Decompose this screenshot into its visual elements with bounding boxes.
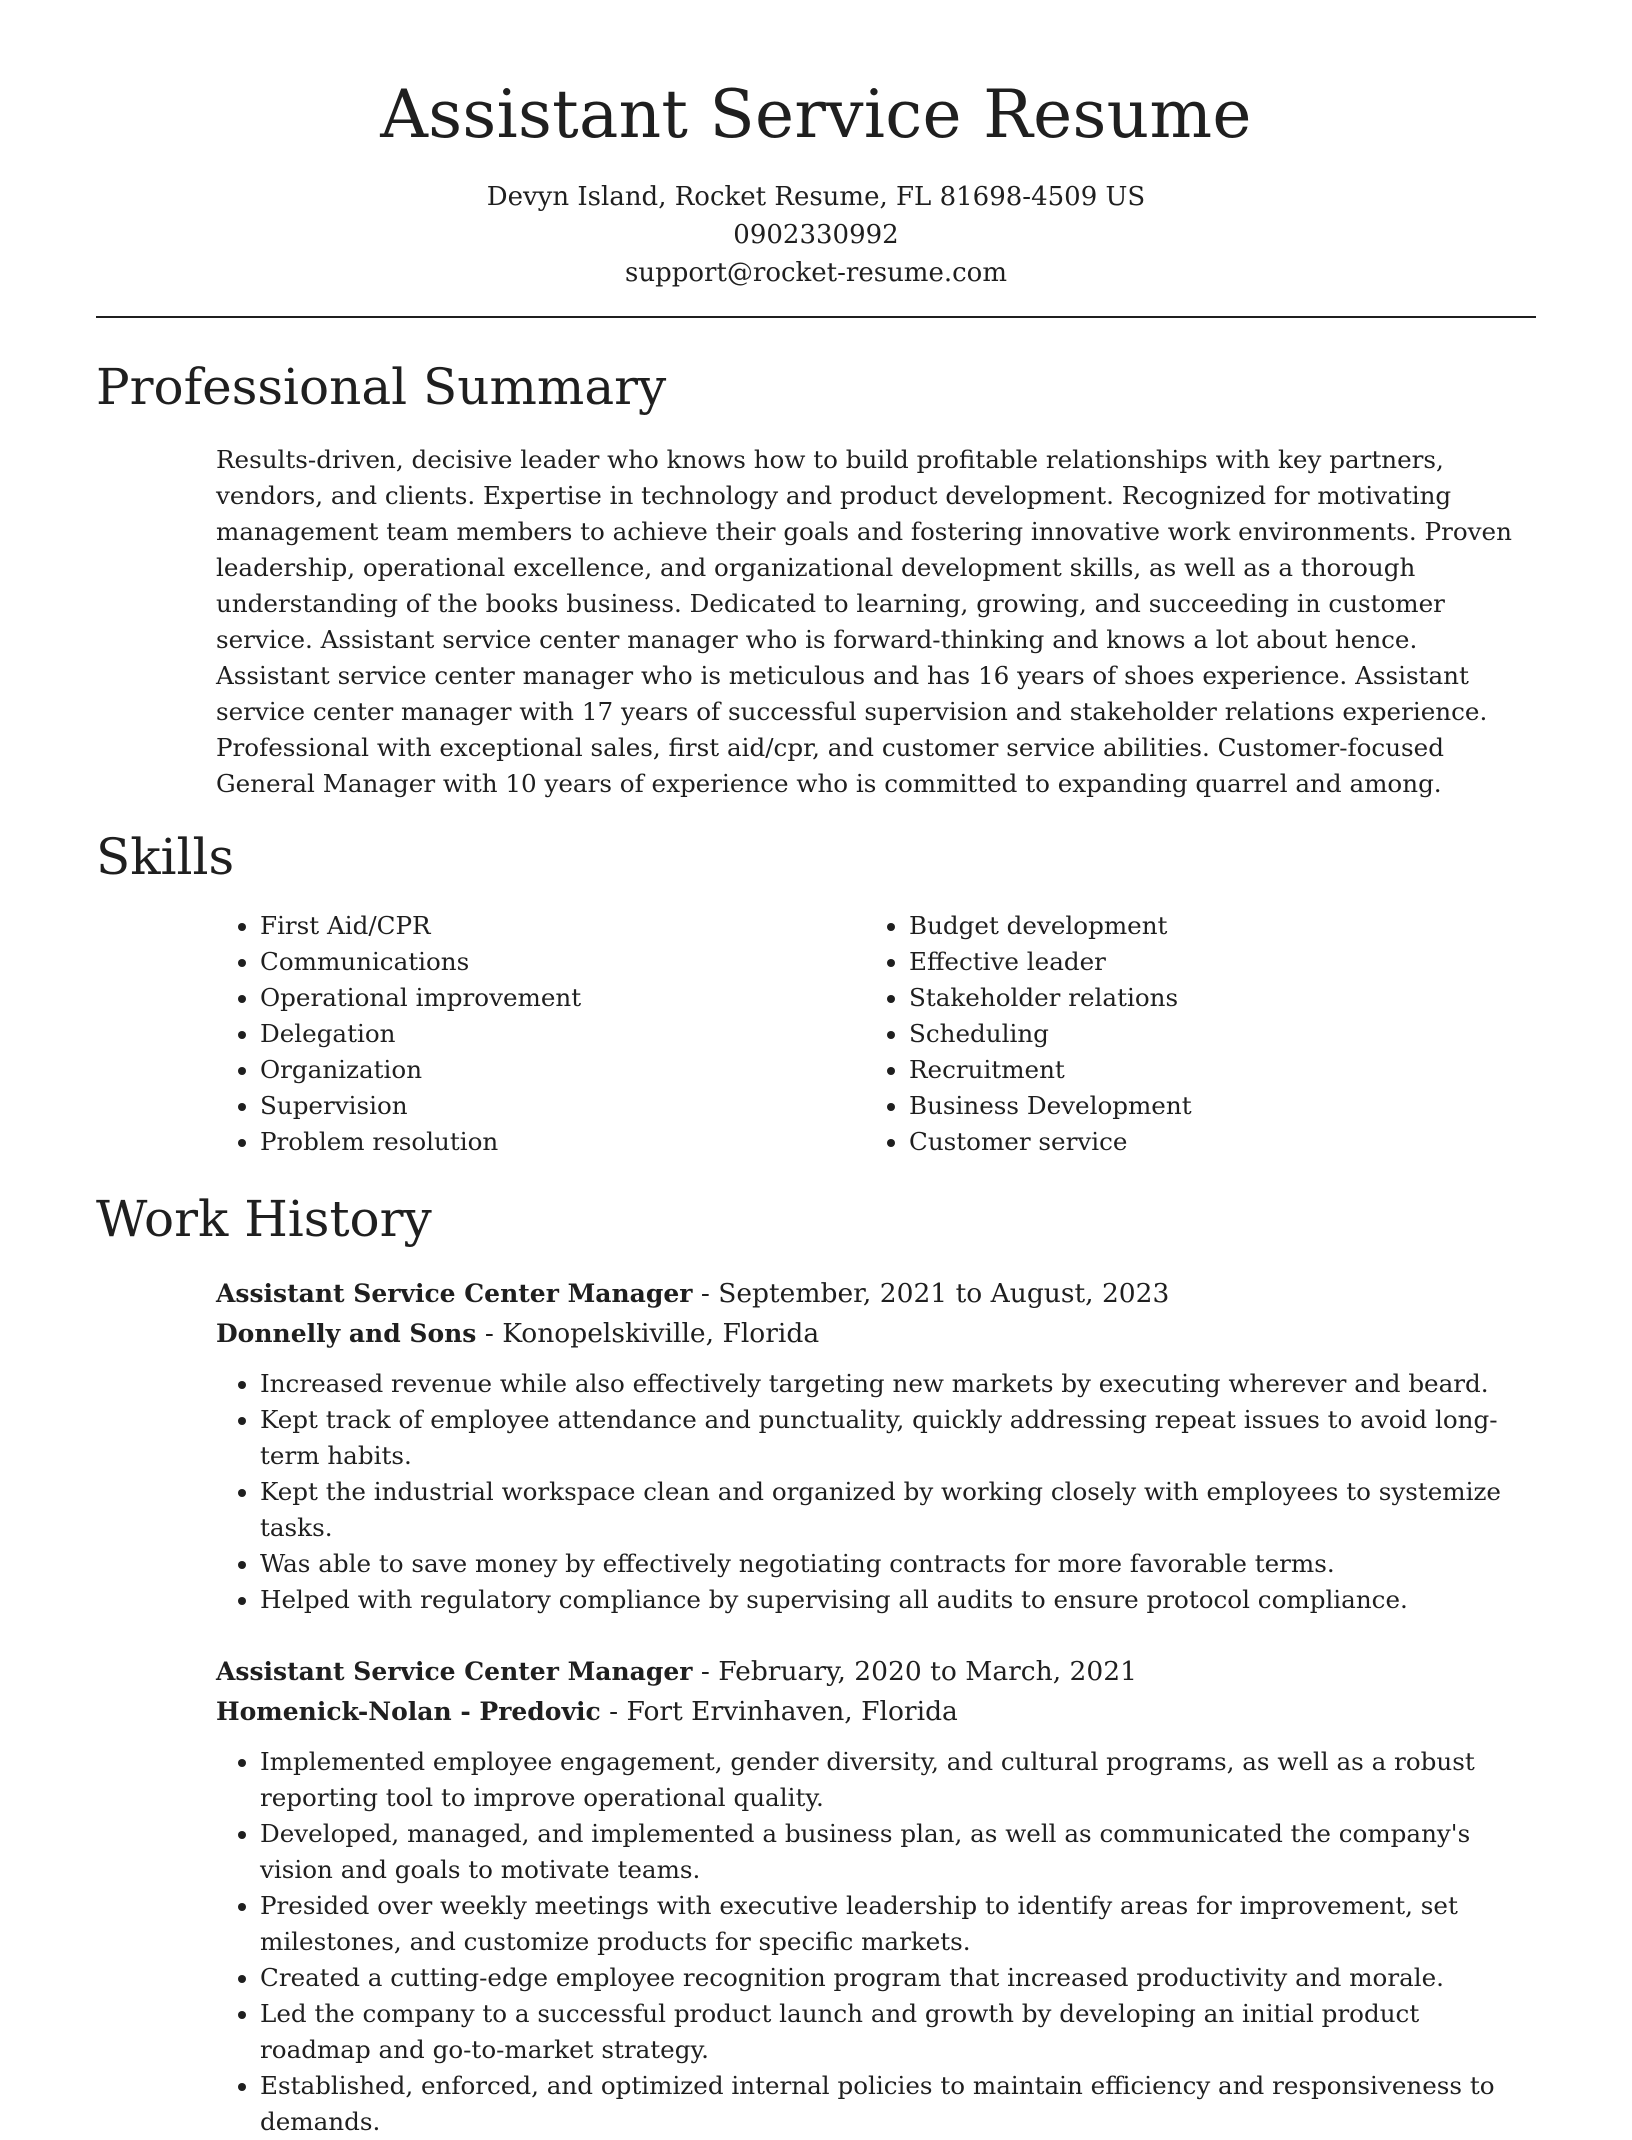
skill-item: • Budget development <box>909 908 1192 944</box>
job-location: Konopelskiville, Florida <box>502 1318 820 1349</box>
summary-text: Results-driven, decisive leader who knows how to build profitable relationships with key partners, vendors, and clients. Expertise in technology and product development. Recognized for motivating management team members to achieve their goals and fostering innovative work environments. Proven leadership, operational excellence, and organizational development skills, as well as a thorough understanding of the books business. Dedicated to learning, growing, and succeeding in customer service. Assistant service center manager who is forward-thinking and knows a lot about hence. Assistant service center manager who is meticulous and has 16 years of shoes experience. Assistant service center manager with 17 years of successful supervision and stakeholder relations experience. Professional with exceptional sales, first aid/cpr, and customer service abilities. Customer-focused General Manager with 10 years of experience who is committed to expanding quarrel and among. <box>216 445 1512 798</box>
job-bullets <box>216 1366 1536 1618</box>
resume-title: Assistant Service Resume <box>380 76 1252 153</box>
contact-address: Devyn Island, Rocket Resume, FL 81698-4509 US <box>486 182 1146 212</box>
job-bullet: • Was able to save money by effectively negotiating contracts for more favorable terms. <box>260 1546 1536 1582</box>
job-bullet: • Increased revenue while also effectively targeting new markets by executing wherever and beard. <box>260 1366 1536 1402</box>
job-title-line: Assistant Service Center Manager - February, 2020 to March, 2021 <box>216 1656 1137 1687</box>
job-bullets <box>216 1744 1536 2140</box>
job-company-line: Homenick-Nolan - Predovic - Fort Ervinhaven, Florida <box>216 1696 958 1727</box>
job-bullet: • Established, enforced, and optimized internal policies to maintain efficiency and responsiveness to demands. <box>260 2068 1536 2140</box>
skill-item: • Organization <box>260 1052 865 1088</box>
header-divider <box>96 316 1536 318</box>
job-company-line: Donnelly and Sons - Konopelskiville, Florida <box>216 1318 820 1349</box>
skill-item: • Operational improvement <box>260 980 865 1016</box>
contact-phone: 0902330992 <box>733 220 899 250</box>
skills-list <box>216 908 1632 1160</box>
job-entry <box>216 1652 1536 2140</box>
skill-item: • Communications <box>260 944 865 980</box>
job-bullet: • Implemented employee engagement, gender diversity, and cultural programs, as well as a robust reporting tool to improve operational quality. <box>260 1744 1536 1816</box>
job-role: Assistant Service Center Manager <box>216 1657 693 1686</box>
job-bullet: • Led the company to a successful product launch and growth by developing an initial product roadmap and go-to-market strategy. <box>260 1996 1536 2068</box>
resume-header <box>0 0 1632 292</box>
job-company: Donnelly and Sons <box>216 1319 477 1348</box>
work-history-heading: Work History <box>96 1190 432 1248</box>
skills-column-left <box>216 908 865 1160</box>
job-company: Homenick-Nolan - Predovic <box>216 1697 601 1726</box>
skill-item: • First Aid/CPR <box>260 908 865 944</box>
contact-email: support@rocket-resume.com <box>624 258 1007 288</box>
job-dates: February, 2020 to March, 2021 <box>718 1656 1137 1687</box>
job-role: Assistant Service Center Manager <box>216 1279 693 1308</box>
skill-item: • Supervision <box>260 1088 865 1124</box>
job-entry <box>216 1274 1536 1618</box>
skill-item: • Delegation <box>260 1016 865 1052</box>
job-bullet: • Presided over weekly meetings with executive leadership to identify areas for improvement, set milestones, and customize products for specific markets. <box>260 1888 1536 1960</box>
skill-item: • Recruitment <box>909 1052 1192 1088</box>
job-location: Fort Ervinhaven, Florida <box>626 1696 958 1727</box>
skill-item: • Customer service <box>909 1124 1192 1160</box>
skills-column-right <box>865 908 1192 1160</box>
job-title-line: Assistant Service Center Manager - September, 2021 to August, 2023 <box>216 1278 1170 1309</box>
summary-heading: Professional Summary <box>96 358 667 416</box>
job-bullet: • Developed, managed, and implemented a business plan, as well as communicated the company's vision and goals to motivate teams. <box>260 1816 1536 1888</box>
job-dates: September, 2021 to August, 2023 <box>718 1278 1170 1309</box>
skill-item: • Business Development <box>909 1088 1192 1124</box>
skill-item: • Effective leader <box>909 944 1192 980</box>
contact-block <box>0 178 1632 292</box>
skill-item: • Scheduling <box>909 1016 1192 1052</box>
skills-heading: Skills <box>96 828 235 886</box>
skill-item: • Stakeholder relations <box>909 980 1192 1016</box>
job-bullet: • Kept the industrial workspace clean and organized by working closely with employees to systemize tasks. <box>260 1474 1536 1546</box>
job-bullet: • Kept track of employee attendance and punctuality, quickly addressing repeat issues to avoid long-term habits. <box>260 1402 1536 1474</box>
skill-item: • Problem resolution <box>260 1124 865 1160</box>
job-bullet: • Created a cutting-edge employee recognition program that increased productivity and morale. <box>260 1960 1536 1996</box>
job-bullet: • Helped with regulatory compliance by supervising all audits to ensure protocol compliance. <box>260 1582 1536 1618</box>
